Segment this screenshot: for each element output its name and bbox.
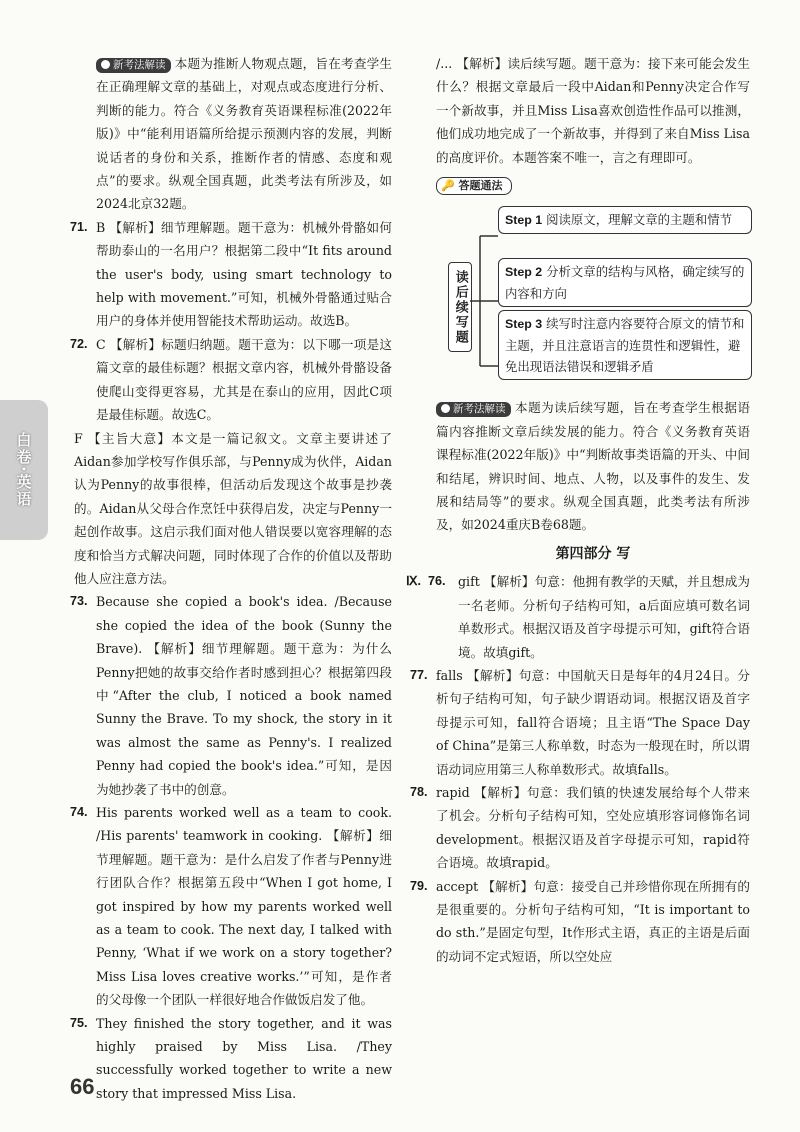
question-76 <box>406 570 750 664</box>
question-78 <box>410 781 750 875</box>
question-number: 79. <box>410 878 428 893</box>
question-number: 74. <box>70 805 88 819</box>
question-answer: B 【解析】细节理解题。题干意为：机械外骨骼如何帮助泰山的一名用户？根据第二段中“It fits around the user's body, using smart technology to help with movement.”可知，机械外骨骼通过贴合用户的身体并使用智能技术帮助运动。故选B。 <box>96 219 392 329</box>
analysis-paragraph-1: 新考法解读 本题为推断人物观点题，旨在考查学生在正确理解文章的基础上，对观点或态度进行分析、判断的能力。符合《义务教育英语课程标准(2022年版)》中“能利用语篇所给提示预测内容的发展，判断说话者的身份和关系，推断作者的情感、态度和观点”的要求。纵观全国真题，此类考法有所涉及，如2024北京32题。 <box>96 56 392 212</box>
question-71 <box>70 216 392 333</box>
question-75-continued: /... 【解析】读后续写题。题干意为：接下来可能会发生什么？根据文章最后一段中Aidan和Penny决定合作写一个新故事，并且Miss Lisa喜欢创造性作品可以推测，他们成功地完成了一个新故事，并得到了来自Miss Lisa的高度评价。本题答案不唯一，言之有理即可。 <box>436 56 750 165</box>
question-number: 75. <box>70 1015 88 1030</box>
step-text: 续写时注意内容要符合原文的情节和主题，并且注意语言的连贯性和逻辑性，避免出现语法错误和逻辑矛盾 <box>505 316 745 375</box>
method-badge: 🔑 答题通法 <box>436 177 512 195</box>
step-text: 阅读原文，理解文章的主题和情节 <box>546 212 732 228</box>
question-number: 78. <box>410 784 428 799</box>
subject-side-tab <box>0 400 48 540</box>
method-badge-row <box>436 173 750 196</box>
question-number: 77. <box>410 667 428 682</box>
step-3-box <box>498 310 752 380</box>
question-79 <box>410 875 750 969</box>
method-diagram <box>436 202 750 392</box>
question-number: 73. <box>70 594 88 609</box>
question-answer: accept 【解析】句意：接受自己并珍惜你现在所拥有的是很重要的。分析句子结构可知，“It is important to do sth.”是固定句型，It作形式主语，真正的主语是后面的动词不定式短语，所以空处应 <box>436 878 750 964</box>
question-number: 76. <box>428 574 446 589</box>
question-number: 72. <box>70 336 88 351</box>
step-2-box <box>498 258 752 307</box>
question-answer: C 【解析】标题归纳题。题干意为：以下哪一项是这篇文章的最佳标题？根据文章内容，机械外骨骼设备使爬山变得更容易，尤其是在泰山的应用，因此C项是最佳标题。故选C。 <box>96 336 392 423</box>
question-answer: Because she copied a book's idea. /Because she copied the idea of the book (Sunny the Brave). 【解析】细节理解题。题干意为：为什么Penny把她的故事交给作者时感到担心？根据第四段中“After the club, I noticed a book named Sunny the Brave. To my shock, the story in it was almost the same as Penny's. I realized Penny had copied the book's idea.”可知，是因为她抄袭了书中的创意。 <box>96 594 392 797</box>
passage-f-summary: F 【主旨大意】本文是一篇记叙文。文章主要讲述了Aidan参加学校写作俱乐部，与Penny成为伙伴，Aidan认为Penny的故事很棒，但活动后发现这个故事是抄袭的。Aidan从父母合作烹饪中获得启发，决定与Penny一起创作故事。这启示我们面对他人错误要以宽容理解的态度和恰当方式解决问题，同时体现了合作的价值以及帮助他人应注意方法。 <box>74 430 392 586</box>
question-answer: rapid 【解析】句意：我们镇的快速发展给每个人带来了机会。分析句子结构可知，空处应填形容词修饰名词development。根据汉语及首字母提示可知，rapid符合语境。故填rapid。 <box>436 784 750 871</box>
step-tag: Step 2 <box>505 265 543 280</box>
section-heading: 第四部分 写 <box>555 545 631 562</box>
question-72 <box>70 333 392 427</box>
step-tag: Step 3 <box>505 317 543 332</box>
diagram-label: 读后续写题 <box>452 269 468 345</box>
analysis-paragraph-2: 新考法解读 本题为读后续写题，旨在考查学生根据语篇内容推断文章后续发展的能力。符合《义务教育英语课程标准(2022年版)》中“判断故事类语篇的开头、中间和结尾，辨识时间、地点、人物，以及事件的发生、发展和结局等”的要求。纵观全国真题，此类考法有所涉及，如2024重庆B卷68题。 <box>436 400 750 533</box>
question-77 <box>410 664 750 781</box>
question-74 <box>70 801 392 1012</box>
badge-dot-icon <box>101 60 110 69</box>
section-roman-numeral: Ⅸ. <box>406 574 422 589</box>
page-number: 66 <box>70 1074 95 1099</box>
question-answer: falls 【解析】句意：中国航天日是每年的4月24日。分析句子结构可知，句子缺少谓语动词。根据汉语及首字母提示可知，fall符合语境；且主语“The Space Day of China”是第三人称单数，时态为一般现在时，所以谓语动词应用第三人称单数形式。故填falls。 <box>436 667 750 777</box>
new-exam-badge: 新考法解读 <box>436 402 511 417</box>
step-1-box <box>498 206 752 234</box>
diagram-connector <box>470 216 498 386</box>
question-answer: They finished the story together, and it was highly praised by Miss Lisa. /They successfully worked together to write a new story that impressed Miss Lisa. <box>96 1015 392 1101</box>
diagram-label-box <box>448 262 472 352</box>
subject-side-tab-label: 白卷·英语 <box>14 432 33 508</box>
step-text: 分析文章的结构与风格，确定续写的内容和方向 <box>505 264 745 302</box>
question-answer: gift 【解析】句意：他拥有教学的天赋，并且想成为一名老师。分析句子结构可知，a后面应填可数名词单数形式。根据汉语及首字母提示可知，gift符合语境。故填gift。 <box>458 574 750 660</box>
question-number: 71. <box>70 219 88 234</box>
question-answer: His parents worked well as a team to cook. /His parents' teamwork in cooking. 【解析】细节理解题。题干意为：是什么启发了作者与Penny进行团队合作？根据第五段中“When I got home, I got inspired by how my parents worked well as a team to cook. The next day, I talked with Penny, ‘What if we work on a story together? Miss Lisa loves creative works.’”可知，是作者的父母像一个团队一样很好地合作做饭启发了他。 <box>96 805 392 1008</box>
badge-dot-icon <box>441 404 450 413</box>
new-exam-badge: 新考法解读 <box>96 58 171 73</box>
question-73 <box>70 590 392 801</box>
right-column <box>406 52 750 968</box>
step-tag: Step 1 <box>505 213 543 228</box>
